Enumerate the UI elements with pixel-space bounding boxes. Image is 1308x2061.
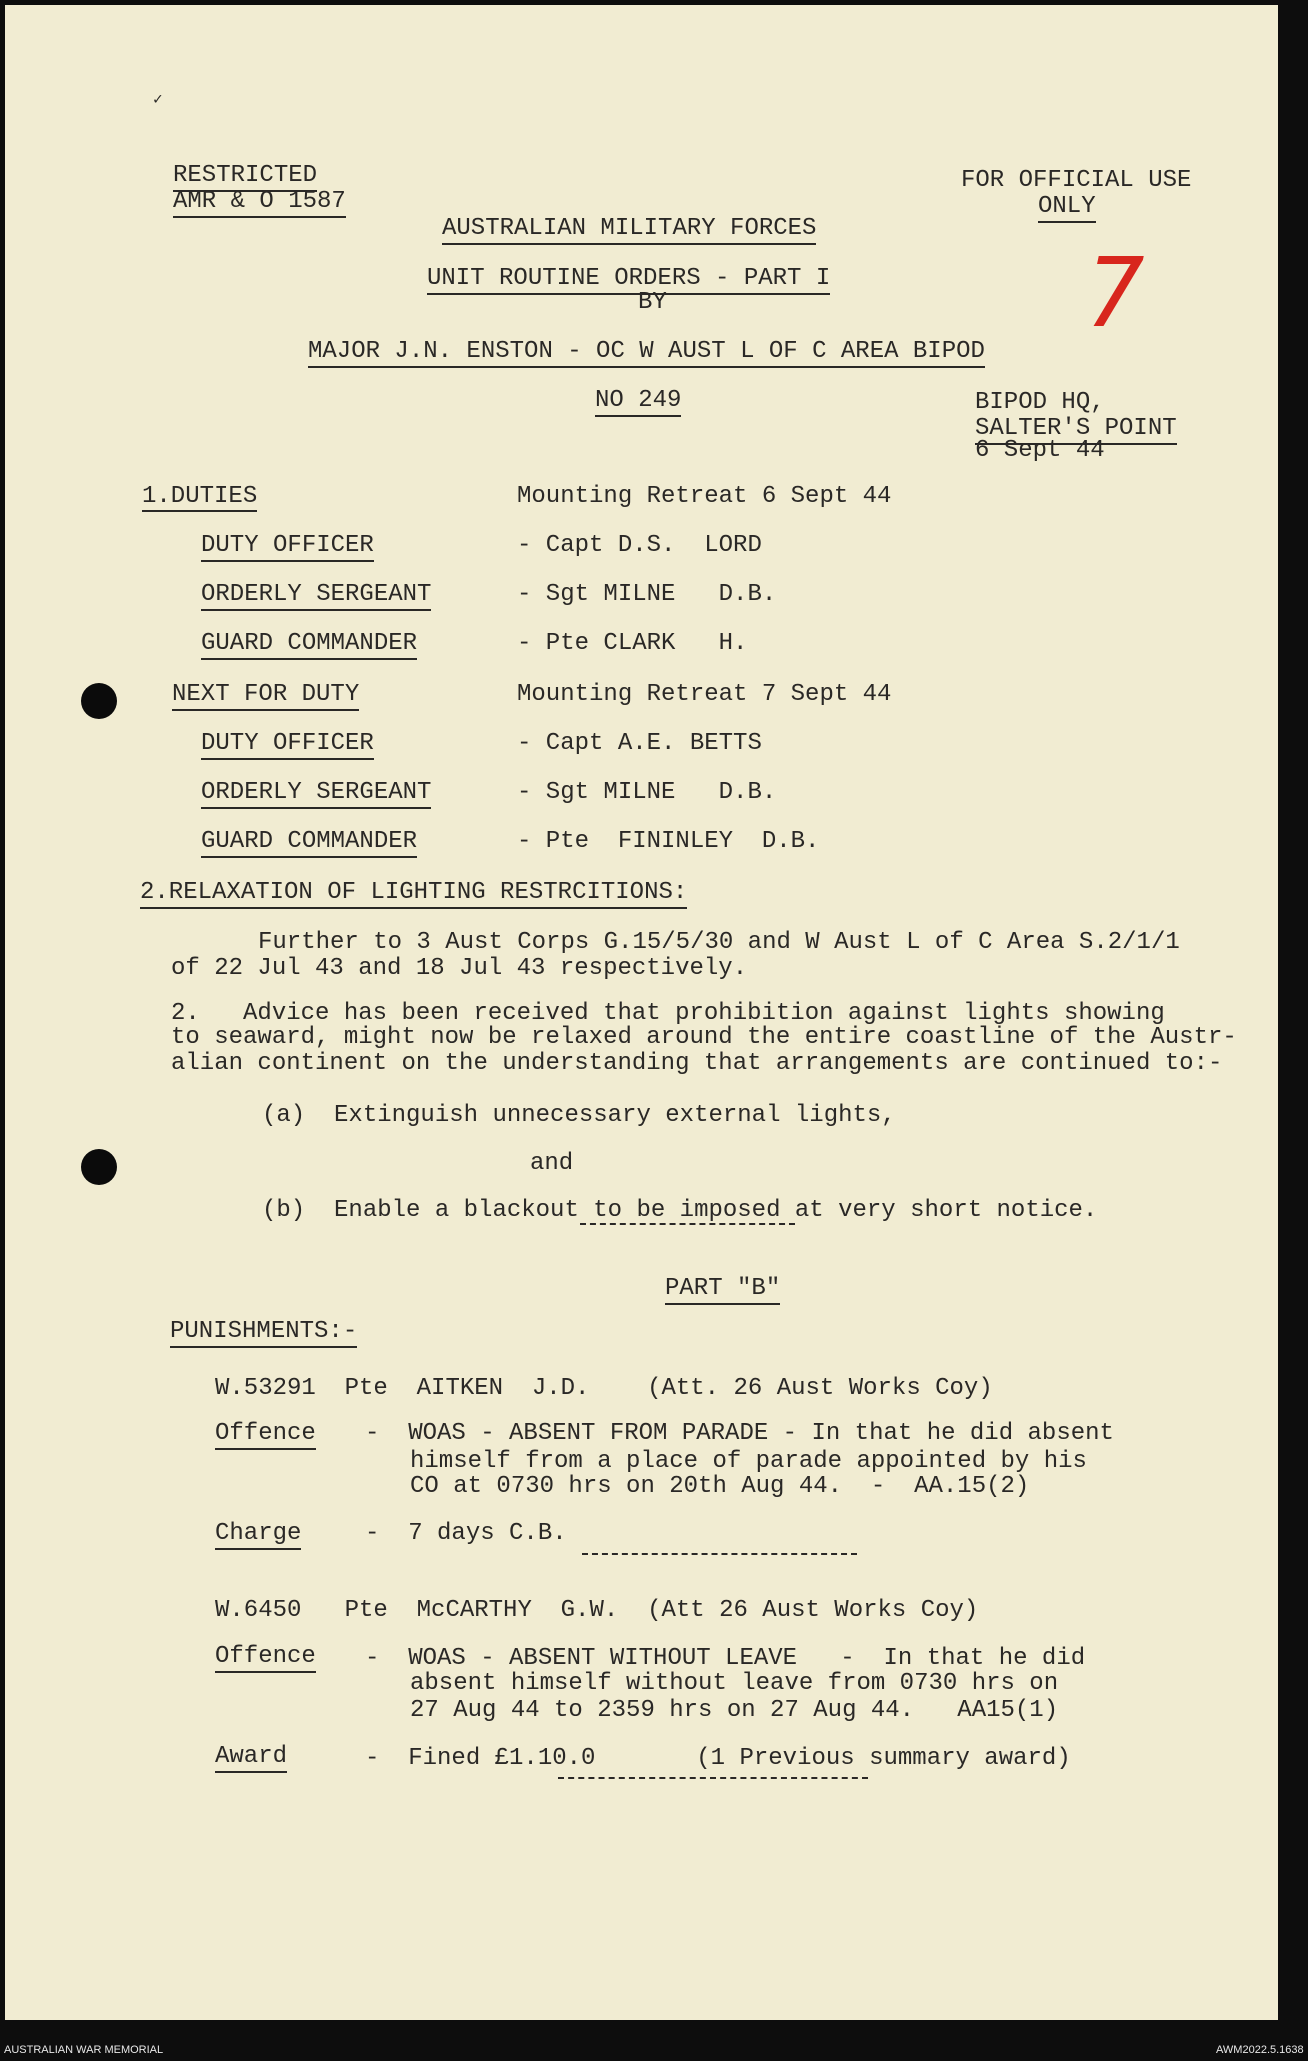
location-line2: SALTER'S POINT: [975, 415, 1177, 445]
relaxation-para1-line1: Further to 3 Aust Corps G.15/5/30 and W Aust L of C Area S.2/1/1: [258, 929, 1180, 956]
award-label: Award: [215, 1743, 287, 1773]
charge-text: - 7 days C.B.: [365, 1520, 567, 1547]
restricted-label: RESTRICTED: [173, 162, 317, 192]
offence-line3: CO at 0730 hrs on 20th Aug 44. - AA.15(2): [410, 1473, 1030, 1500]
offence-line2: himself from a place of parade appointed by his: [410, 1448, 1087, 1475]
duties-heading: [142, 483, 257, 511]
next-duty-role: ORDERLY SERGEANT: [201, 779, 431, 809]
title-major: MAJOR J.N. ENSTON - OC W AUST L OF C AREA BIPOD: [308, 338, 985, 368]
section-divider: [580, 1223, 795, 1225]
offence-label: Offence: [215, 1420, 316, 1450]
next-duty-name: - Pte FININLEY D.B.: [517, 828, 820, 855]
next-duty-role: DUTY OFFICER: [201, 730, 374, 760]
relaxation-para2-line3: alian continent on the understanding that arrangements are continued to:-: [171, 1050, 1223, 1077]
page-mark-red: 7: [1071, 237, 1156, 349]
relaxation-item-b: (b) Enable a blackout to be imposed at very short notice.: [262, 1197, 1098, 1224]
title-australian-military-forces: AUSTRALIAN MILITARY FORCES: [442, 215, 816, 245]
offence-line1: - WOAS - ABSENT WITHOUT LEAVE - In that he did: [365, 1645, 1086, 1672]
duty-name: - Capt D.S. LORD: [517, 532, 762, 559]
relaxation-item-a: (a) Extinguish unnecessary external lights,: [262, 1102, 896, 1129]
relaxation-and: and: [530, 1150, 574, 1177]
case-id-line: W.6450 Pte McCARTHY G.W. (Att 26 Aust Works Coy): [215, 1597, 979, 1624]
duty-name: - Pte CLARK H.: [517, 630, 748, 657]
duties-heading-text: 1.DUTIES: [142, 483, 258, 510]
punishments-heading: PUNISHMENTS:-: [170, 1318, 357, 1348]
offence-label: Offence: [215, 1643, 316, 1673]
relaxation-heading: 2.RELAXATION OF LIGHTING RESTRCITIONS:: [140, 879, 687, 909]
title-unit-routine-orders: UNIT ROUTINE ORDERS - PART I: [427, 265, 830, 295]
order-number: NO 249: [595, 387, 681, 417]
document-page: [5, 5, 1278, 2020]
duty-role: ORDERLY SERGEANT: [201, 581, 431, 611]
next-mounting: Mounting Retreat 7 Sept 44: [517, 681, 892, 708]
reference-code: AMR & O 1587: [173, 188, 346, 218]
award-text: - Fined £1.10.0 (1 Previous summary award): [365, 1745, 1071, 1772]
charge-label: Charge: [215, 1520, 301, 1550]
footer-institution: AUSTRALIAN WAR MEMORIAL: [4, 2044, 164, 2056]
punch-hole: [81, 1149, 117, 1185]
pencil-tick-mark: ✓: [153, 91, 163, 109]
relaxation-para2-line2: to seaward, might now be relaxed around the entire coastline of the Austr-: [171, 1024, 1237, 1051]
offence-line2: absent himself without leave from 0730 hrs on: [410, 1670, 1059, 1697]
relaxation-para1-line2: of 22 Jul 43 and 18 Jul 43 respectively.: [171, 955, 748, 982]
next-duty-role: GUARD COMMANDER: [201, 828, 417, 858]
title-by: BY: [638, 289, 667, 316]
duty-name: - Sgt MILNE D.B.: [517, 581, 777, 608]
case-divider: [582, 1553, 857, 1555]
official-use-line1: FOR OFFICIAL USE: [961, 167, 1192, 194]
part-b-heading: PART "B": [665, 1275, 780, 1305]
duty-role: DUTY OFFICER: [201, 532, 374, 562]
footer-accession: AWM2022.5.1638: [1216, 2044, 1304, 2056]
duties-mounting: Mounting Retreat 6 Sept 44: [517, 483, 892, 510]
next-duty-name: - Sgt MILNE D.B.: [517, 779, 777, 806]
punch-hole: [81, 683, 117, 719]
official-use-line2: ONLY: [1038, 193, 1096, 223]
offence-line1: - WOAS - ABSENT FROM PARADE - In that he did absent: [365, 1420, 1114, 1447]
relaxation-para2-line1: 2. Advice has been received that prohibition against lights showing: [171, 1000, 1165, 1027]
next-duty-name: - Capt A.E. BETTS: [517, 730, 762, 757]
case-id-line: W.53291 Pte AITKEN J.D. (Att. 26 Aust Works Coy): [215, 1375, 993, 1402]
document-date: 6 Sept 44: [975, 437, 1105, 464]
location-line1: BIPOD HQ,: [975, 389, 1105, 416]
duty-role: GUARD COMMANDER: [201, 630, 417, 660]
offence-line3: 27 Aug 44 to 2359 hrs on 27 Aug 44. AA15(1): [410, 1697, 1059, 1724]
next-for-duty-heading: NEXT FOR DUTY: [172, 681, 359, 711]
end-divider: [558, 1777, 868, 1779]
